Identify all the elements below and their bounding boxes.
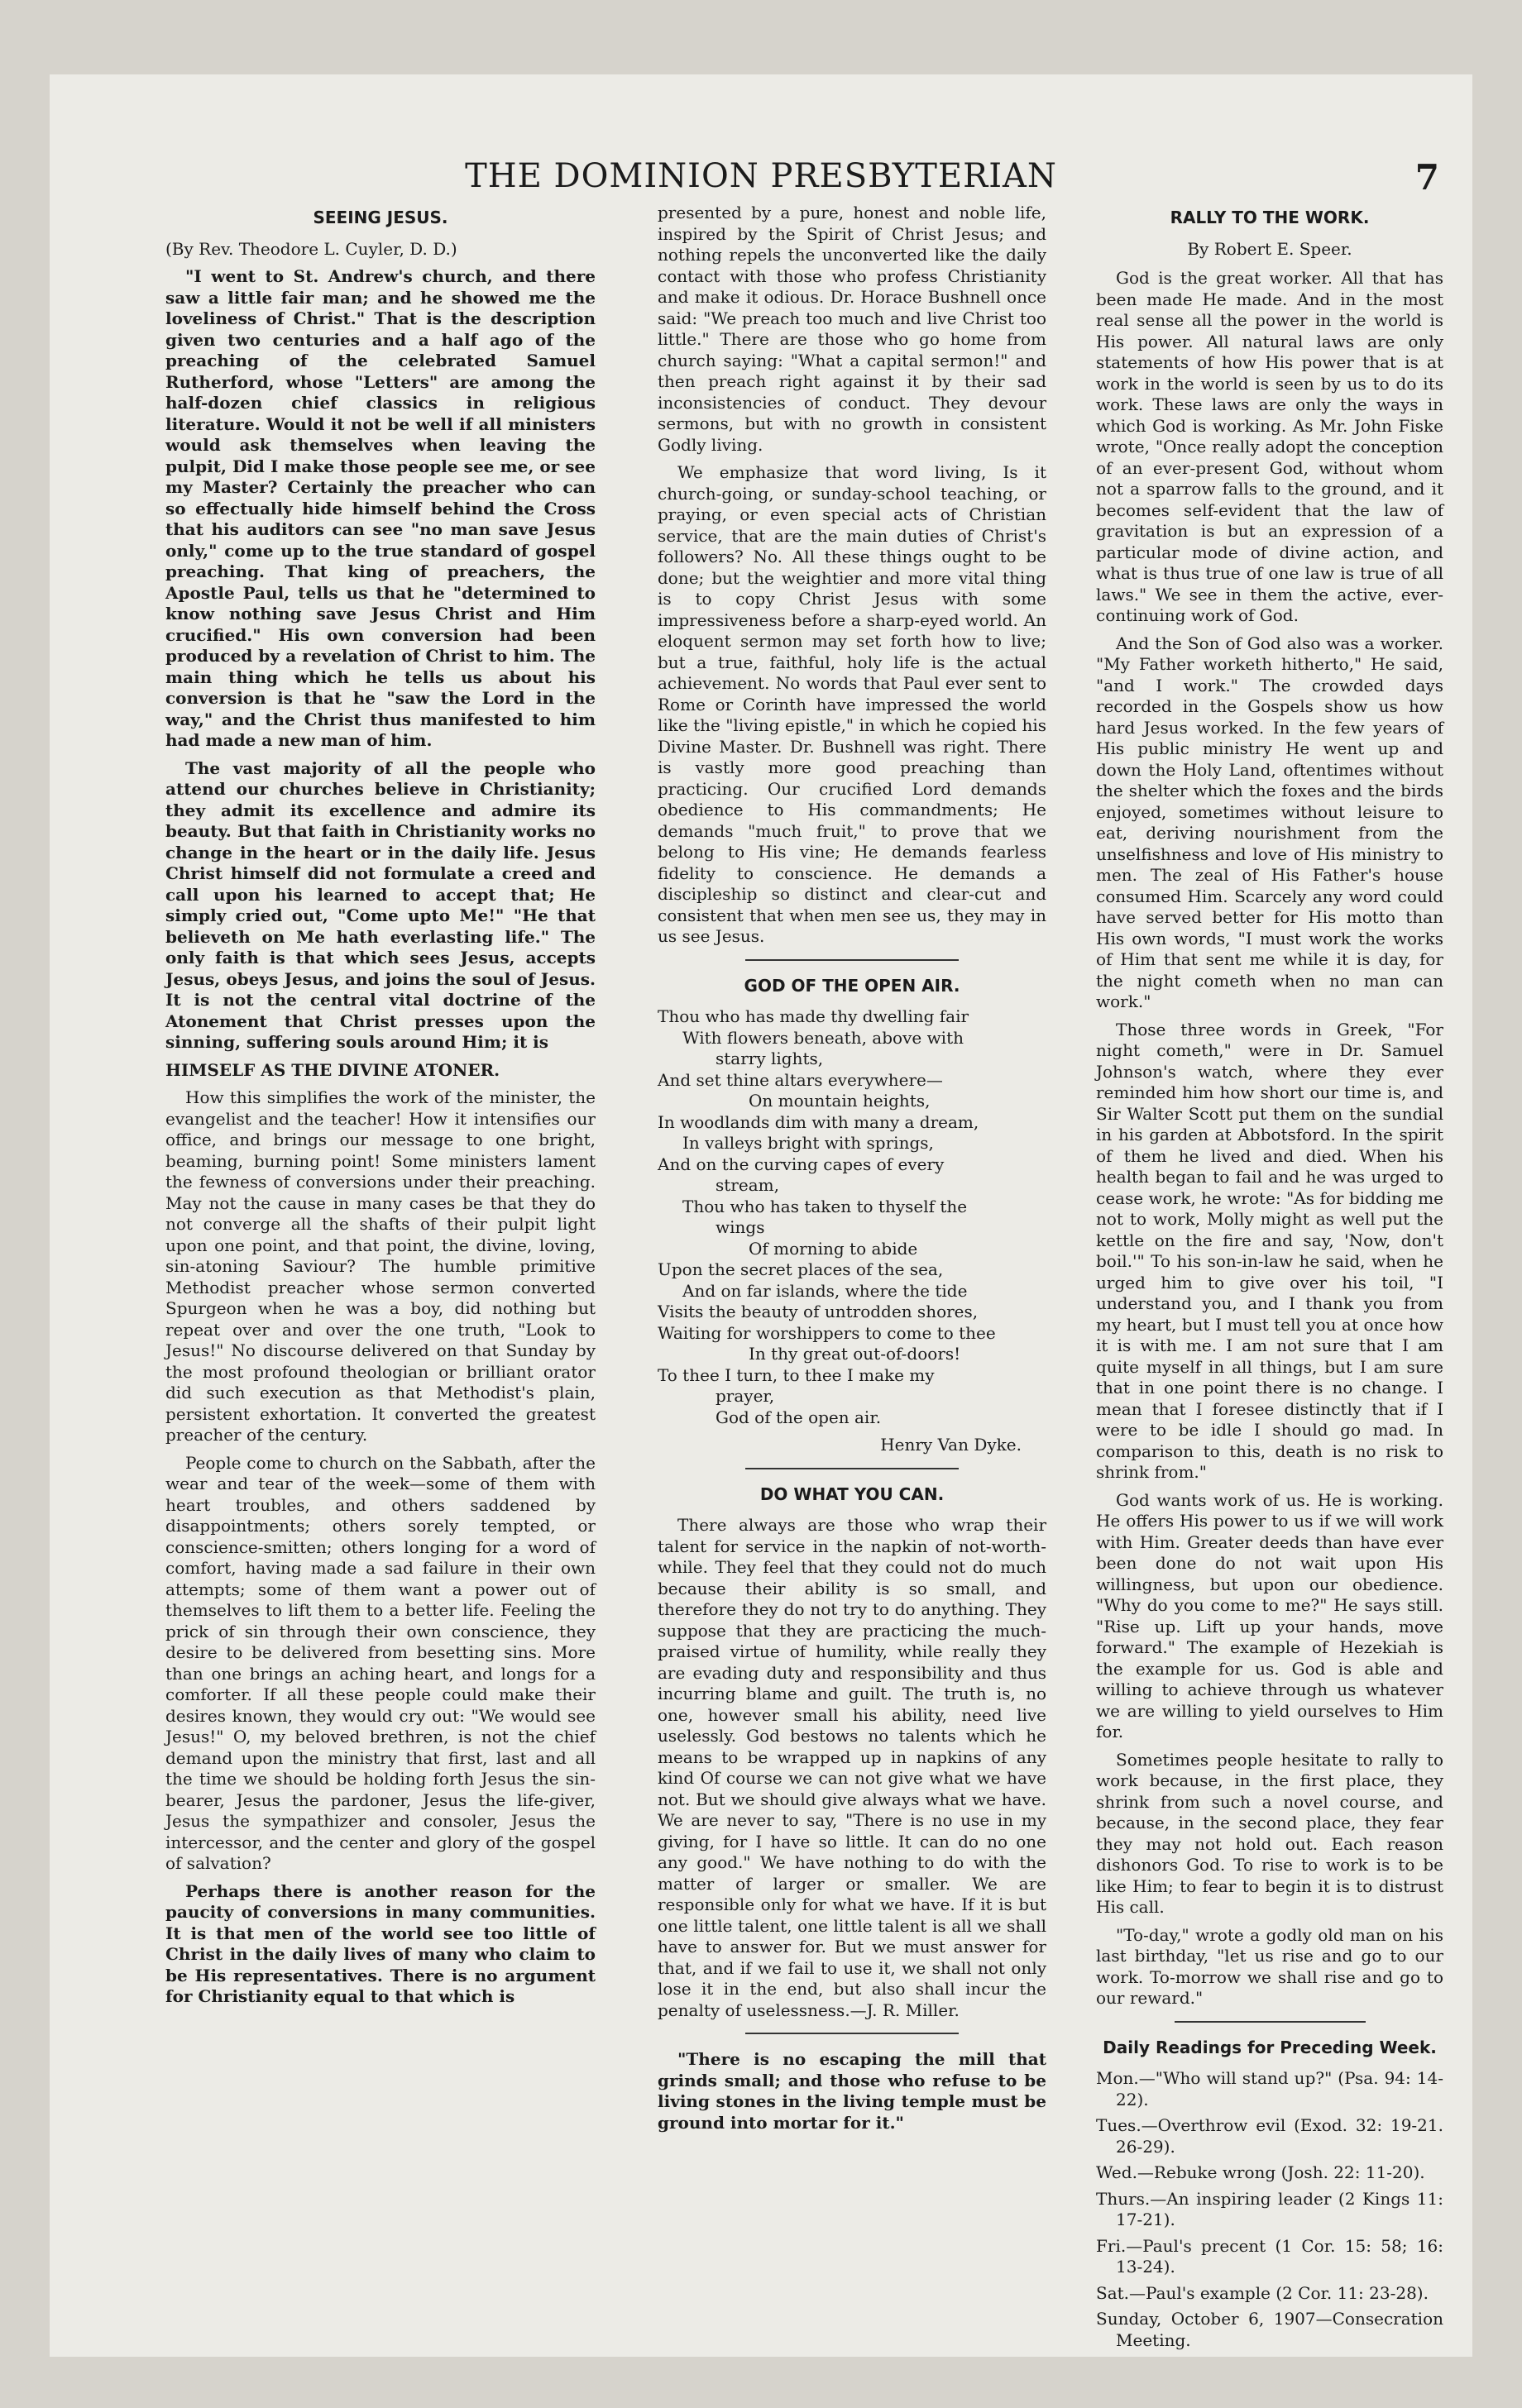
article-paragraph: The vast majority of all the people who attend our churches believe in Christianity; they admit its excellence and admire its beauty. But that faith in Christianity works no change in the heart or in the daily life. Jesus Christ himself did not formulate a creed and call upon his learned to accept that; He simply cried out, "Come upto Me!" "He that believeth on Me hath everlasting life." The only faith is that which sees Jesus, accepts Jesus, obeys Jesus, and joins the soul of Jesus. It is not the central vital doctrine of the Atonement that Christ presses upon the sinning, suffering souls around Him; it is xyxy=(165,757,596,1052)
article-paragraph: "To-day," wrote a godly old man on his last birthday, "let us rise and go to our work. To-morrow we shall rise and go to our reward." xyxy=(1096,1924,1443,2008)
reading-item: Tues.—Overthrow evil (Exod. 32: 19-21. 26-29). xyxy=(1096,2115,1443,2157)
poem-line: To thee I turn, to thee I make my xyxy=(658,1364,935,1385)
newspaper-page xyxy=(50,74,1472,2357)
article-byline: (By Rev. Theodore L. Cuyler, D. D.) xyxy=(165,238,457,259)
poem-line: prayer, xyxy=(716,1386,775,1406)
article-byline: By Robert E. Speer. xyxy=(1187,238,1352,259)
article-paragraph: How this simplifies the work of the minister, the evangelist and the teacher! How it intensifies our office, and brings our message to one bright, beaming, burning point! Some ministers lament the fewness of conversions under their preaching. May not the cause in many cases be that they do not converge all the shafts of their pulpit light upon one point, and that point, the divine, loving, sin-atoning Saviour? The humble primitive Methodist preacher whose sermon converted Spurgeon when he was a boy, did nothing but repeat over and over the one truth, "Look to Jesus!" No discourse delivered on that Sunday by the most profound theologian or brilliant orator did such execution as that Methodist's plain, persistent exhortation. It converted the greatest preacher of the century. xyxy=(165,1087,596,1445)
poem-line: God of the open air. xyxy=(716,1407,882,1427)
poem-line: And set thine altars everywhere— xyxy=(658,1069,943,1090)
article-paragraph: Perhaps there is another reason for the paucity of conversions in many communities. It is that men of the world see too little of Christ in the daily lives of many who claim to be His representatives. There is no argument for Christianity equal to that which is xyxy=(165,1880,596,2006)
article-paragraph: "I went to St. Andrew's church, and there saw a little fair man; and he showed me the loveliness of Christ." That is the description given two centuries and a half ago of the preaching of the celebrated Samuel Rutherford, whose "Letters" are among the half-dozen chief classics in religious literature. Would it not be well if all ministers would ask themselves when leaving the pulpit, Did I make those people see me, or see my Master? Certainly the preacher who can so effectually hide himself behind the Cross that his auditors can see "no man save Jesus only," come up to the true standard of gospel preaching. That king of preachers, the Apostle Paul, tells us that he "determined to know nothing save Jesus Christ and Him crucified." His own conversion had been produced by a revelation of Christ to him. The main thing which he tells us about his conversion is that he "saw the Lord in the way," and the Christ thus manifested to him had made a new man of him. xyxy=(165,266,596,750)
poem-author: Henry Van Dyke. xyxy=(880,1435,1022,1455)
column-2 xyxy=(658,203,1046,2140)
poem-line: With flowers beneath, above with xyxy=(682,1027,964,1048)
daily-readings-heading: Daily Readings for Preceding Week. xyxy=(1103,2037,1437,2057)
poem-line: And on the curving capes of every xyxy=(658,1154,945,1174)
poem-line: Upon the secret places of the sea, xyxy=(658,1259,944,1279)
article-heading-do-what-you-can: DO WHAT YOU CAN. xyxy=(759,1484,945,1504)
poem-line: wings xyxy=(716,1217,765,1237)
reading-item: Wed.—Rebuke wrong (Josh. 22: 11-20). xyxy=(1096,2162,1425,2182)
poem xyxy=(658,1006,1046,1428)
poem-line: Waiting for worshippers to come to thee xyxy=(658,1322,996,1343)
reading-item: Mon.—"Who will stand up?" (Psa. 94: 14-22). xyxy=(1096,2068,1443,2109)
article-heading-seeing-jesus: SEEING JESUS. xyxy=(313,208,448,227)
article-paragraph: People come to church on the Sabbath, after the wear and tear of the week—some of them with heart troubles, and others saddened by disappointments; others sorely tempted, or conscience-smitten; others longing for a word of comfort, having made a sad failure in their own attempts; some of them want a power out of themselves to lift them to a better life. Feeling the prick of sin through their own conscience, they desire to be delivered from besetting sins. More than one brings an aching heart, and longs for a comforter. If all these people could make their desires known, they would cry out: "We would see Jesus!" O, my beloved brethren, is not the chief demand upon the ministry that first, last and all the time we should be holding forth Jesus the sin-bearer, Jesus the pardoner, Jesus the life-giver, Jesus the sympathizer and consoler, Jesus the intercessor, and the center and glory of the gospel of salvation? xyxy=(165,1452,596,1873)
poem-line: And on far islands, where the tide xyxy=(682,1280,968,1301)
article-paragraph: presented by a pure, honest and noble life, inspired by the Spirit of Christ Jesus; and nothing repels the unconverted like the daily contact with those who profess Christianity and make it odious. Dr. Horace Bushnell once said: "We preach too much and live Christ too little." There are those who go home from church saying: "What a capital sermon!" and then preach right against it by their sad inconsistencies of conduct. They devour sermons, but with no growth in consistent Godly living. xyxy=(658,203,1046,455)
poem-line: In thy great out-of-doors! xyxy=(749,1344,961,1364)
closing-quote: "There is no escaping the mill that grinds small; and those who refuse to be living stones in the living temple must be ground into mortar for it." xyxy=(658,2049,1046,2133)
article-paragraph: Sometimes people hesitate to rally to work because, in the first place, they shrink from such a novel course, and because, in the second place, they fear they may not hold out. Each reason dishonors God. To rise to work is to be like Him; to fear to begin it is to distrust His call. xyxy=(1096,1749,1443,1917)
divider xyxy=(745,959,960,961)
article-paragraph: We emphasize that word living, Is it church-going, or sunday-school teaching, or praying, or even special acts of Christian service, that are the main duties of Christ's followers? No. All these things ought to be done; but the weightier and more vital thing is to copy Christ Jesus with some impressiveness before a sharp-eyed world. An eloquent sermon may set forth how to live; but a true, faithful, holy life is the actual achievement. No words that Paul ever sent to Rome or Corinth have impressed the world like the "living epistle," in which he copied his Divine Master. Dr. Bushnell was right. There is vastly more good preaching than practicing. Our crucified Lord demands obedience to His commandments; He demands "much fruit," to prove that we belong to His vine; He demands fearless fidelity to conscience. He demands a discipleship so distinct and clear-cut and consistent that when men see us, they may in us see Jesus. xyxy=(658,462,1046,946)
page-number: 7 xyxy=(1414,157,1439,198)
newspaper-title: THE DOMINION PRESBYTERIAN xyxy=(465,157,1057,195)
poem-line: stream, xyxy=(716,1175,779,1195)
article-subheading: HIMSELF AS THE DIVINE ATONER. xyxy=(165,1059,500,1080)
divider xyxy=(1175,2021,1366,2023)
article-paragraph: God is the great worker. All that has been made He made. And in the most real sense all the power in the world is His power. All natural laws are only statements of how His power that is at work in the world is seen by us to do its work. These laws are only the ways in which God is working. As Mr. John Fiske wrote, "Once really adopt the conception of an ever-present God, without whom not a sparrow falls to the ground, and it becomes self-evident that the law of gravitation is but an expression of a particular mode of divine action, and what is thus true of one law is true of all laws." We see in them the active, ever-continuing work of God. xyxy=(1096,268,1443,625)
poem-line: starry lights, xyxy=(716,1049,824,1068)
poem-line: Visits the beauty of untrodden shores, xyxy=(658,1302,979,1321)
poem-heading: GOD OF THE OPEN AIR. xyxy=(744,975,960,996)
reading-item: Sat.—Paul's example (2 Cor. 11: 23-28). xyxy=(1096,2282,1429,2303)
reading-item: Sunday, October 6, 1907—Consecration Meeting. xyxy=(1096,2309,1443,2350)
poem-line: Thou who has taken to thyself the xyxy=(682,1196,968,1216)
column-1 xyxy=(165,203,596,2014)
article-paragraph: God wants work of us. He is working. He offers His power to us if we will work with Him. Greater deeds than have ever been done do not wait upon His willingness, but upon our obedience. "Why do you come to me?" He says still. "Rise up. Lift up your hands, move forward." The example of Hezekiah is the example for us. God is able and willing to achieve through us whatever we are willing to yield ourselves to Him for. xyxy=(1096,1489,1443,1742)
divider xyxy=(745,2033,960,2034)
article-paragraph: Those three words in Greek, "For night cometh," were in Dr. Samuel Johnson's watch, where they ever reminded him how short our time is, and Sir Walter Scott put them on the sundial in his garden at Abbotsford. In the spirit of them he lived and died. When his health began to fail and he was urged to cease work, he wrote: "As for bidding me not to work, Molly might as well put the kettle on the fire and say, 'Now, don't boil.'" To his son-in-law he said, when he urged him to give over his toil, "I understand you, and I thank you from my heart, but I must tell you at once how it is with me. I am not sure that I am quite myself in all things, but I am sure that in one point there is no change. I mean that I foresee distinctly that if I were to be idle I should go mad. In comparison to this, death is no risk to shrink from." xyxy=(1096,1019,1443,1482)
divider xyxy=(745,1468,960,1469)
poem-line: Thou who has made thy dwelling fair xyxy=(658,1006,969,1026)
poem-line: Of morning to abide xyxy=(749,1238,918,1259)
reading-item: Fri.—Paul's precent (1 Cor. 15: 58; 16: 13-24). xyxy=(1096,2235,1443,2277)
column-3 xyxy=(1096,203,1443,2356)
article-paragraph: And the Son of God also was a worker. "My Father worketh hitherto," He said, "and I work." The crowded days recorded in the Gospels show us how hard Jesus worked. In the few years of His public ministry He went up and down the Holy Land, oftentimes without the shelter which the foxes and the birds enjoyed, sometimes without leisure to eat, deriving nourishment from the unselfishness and love of His ministry to men. The zeal of His Father's house consumed Him. Scarcely any word could have served better for His motto than His own words, "I must work the works of Him that sent me while it is day, for the night cometh when no man can work." xyxy=(1096,633,1443,1011)
masthead xyxy=(50,157,1472,207)
article-paragraph: There always are those who wrap their talent for service in the napkin of not-worth-while. They feel that they could not do much because their ability is so small, and therefore they do not try to do anything. They suppose that they are practicing the much-praised virtue of humility, while really they are evading duty and responsibility and thus incurring blame and guilt. The truth is, no one, however small his ability, need live uselessly. God bestows no talents which he means to be wrapped up in napkins of any kind Of course we can not give what we have not. But we should give always what we have. We are never to say, "There is no use in my giving, for I have so little. It can do no one any good." We have nothing to do with the matter of larger or smaller. We are responsible only for what we have. If it is but one little talent, one little talent is all we shall have to answer for. But we must answer for that, and if we fail to use it, we shall not only lose it in the end, but also shall incur the penalty of uselessness.—J. R. Miller. xyxy=(658,1515,1046,2020)
article-heading-rally-to-the-work: RALLY TO THE WORK. xyxy=(1170,208,1370,227)
poem-line: In woodlands dim with many a dream, xyxy=(658,1111,979,1132)
poem-line: In valleys bright with springs, xyxy=(682,1133,934,1153)
poem-line: On mountain heights, xyxy=(749,1091,931,1111)
reading-item: Thurs.—An inspiring leader (2 Kings 11: 17-21). xyxy=(1096,2188,1443,2229)
